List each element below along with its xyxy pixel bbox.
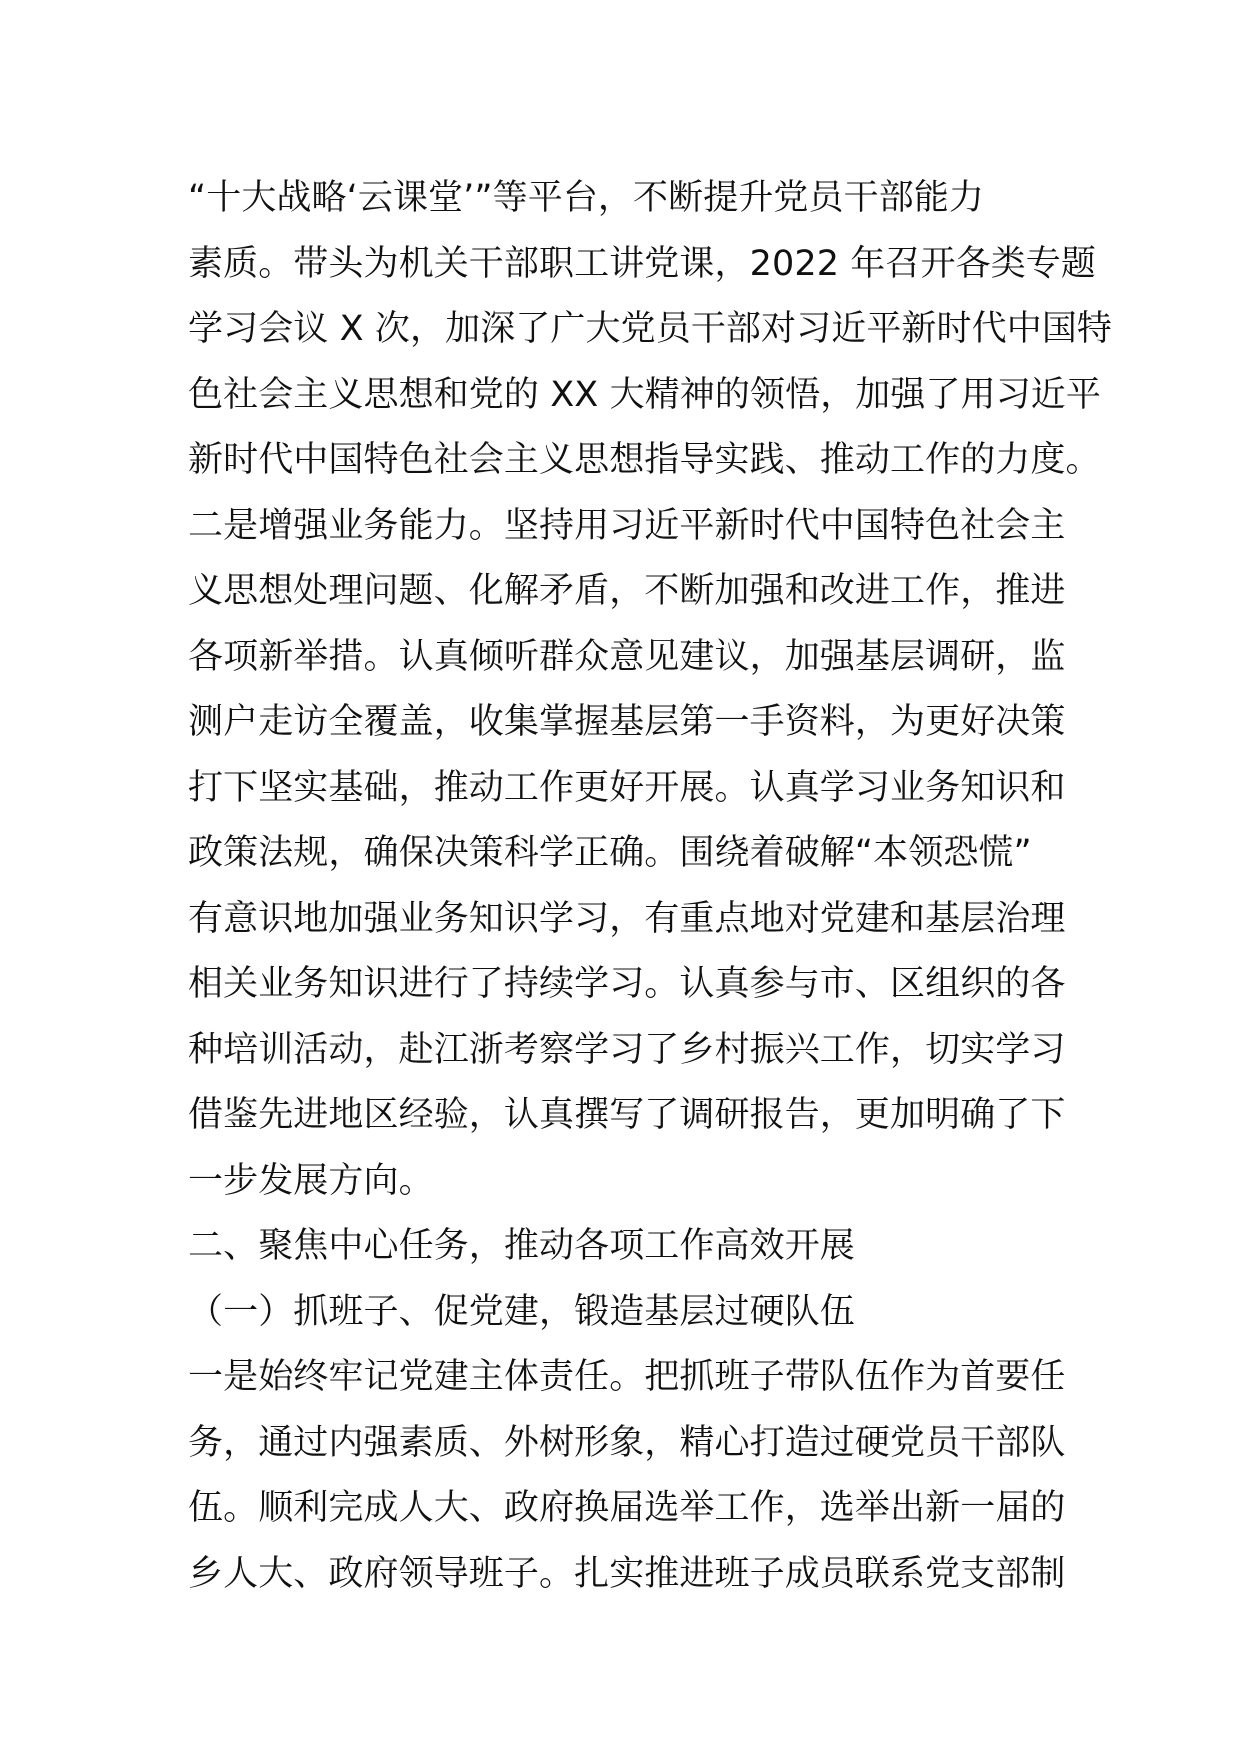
text-line: 伍。顺利完成人大、政府换届选举工作，选举出新一届的 (188, 1488, 1066, 1528)
text-line: “十大战略‘云课堂’”等平台，不断提升党员干部能力 (188, 178, 985, 218)
text-line: 政策法规，确保决策科学正确。围绕着破解“本领恐慌” (188, 833, 1032, 873)
text-line: 务，通过内强素质、外树形象，精心打造过硬党员干部队 (188, 1422, 1066, 1463)
text-line: 学习会议 X 次，加深了广大党员干部对习近平新时代中国特 (188, 309, 1113, 349)
subsection-heading: （一）抓班子、促党建，锻造基层过硬队伍 (188, 1291, 855, 1332)
text-line: 借鉴先进地区经验，认真撰写了调研报告，更加明确了下 (188, 1095, 1066, 1135)
text-line: 二是增强业务能力。坚持用习近平新时代中国特色社会主 (188, 505, 1066, 546)
text-line: 测户走访全覆盖，收集掌握基层第一手资料，为更好决策 (188, 702, 1066, 742)
text-line: 种培训活动，赴江浙考察学习了乡村振兴工作，切实学习 (188, 1029, 1066, 1070)
text-line: 色社会主义思想和党的 XX 大精神的领悟，加强了用习近平 (188, 374, 1102, 415)
text-line: 各项新举措。认真倾听群众意见建议，加强基层调研，监 (188, 636, 1066, 677)
text-line: 打下坚实基础，推动工作更好开展。认真学习业务知识和 (188, 767, 1066, 808)
text-line: 一是始终牢记党建主体责任。把抓班子带队伍作为首要任 (188, 1357, 1066, 1397)
document-page (188, 166, 1113, 1607)
text-line: 新时代中国特色社会主义思想指导实践、推动工作的力度。 (188, 440, 1101, 480)
text-line: 有意识地加强业务知识学习，有重点地对党建和基层治理 (188, 898, 1066, 939)
text-line: 相关业务知识进行了持续学习。认真参与市、区组织的各 (188, 964, 1066, 1004)
section-heading: 二、聚焦中心任务，推动各项工作高效开展 (188, 1226, 855, 1266)
text-line: 乡人大、政府领导班子。扎实推进班子成员联系党支部制 (188, 1553, 1066, 1594)
text-line: 一步发展方向。 (188, 1160, 434, 1201)
text-line: 义思想处理问题、化解矛盾，不断加强和改进工作，推进 (188, 571, 1066, 611)
text-line: 素质。带头为机关干部职工讲党课，2022 年召开各类专题 (188, 243, 1096, 284)
